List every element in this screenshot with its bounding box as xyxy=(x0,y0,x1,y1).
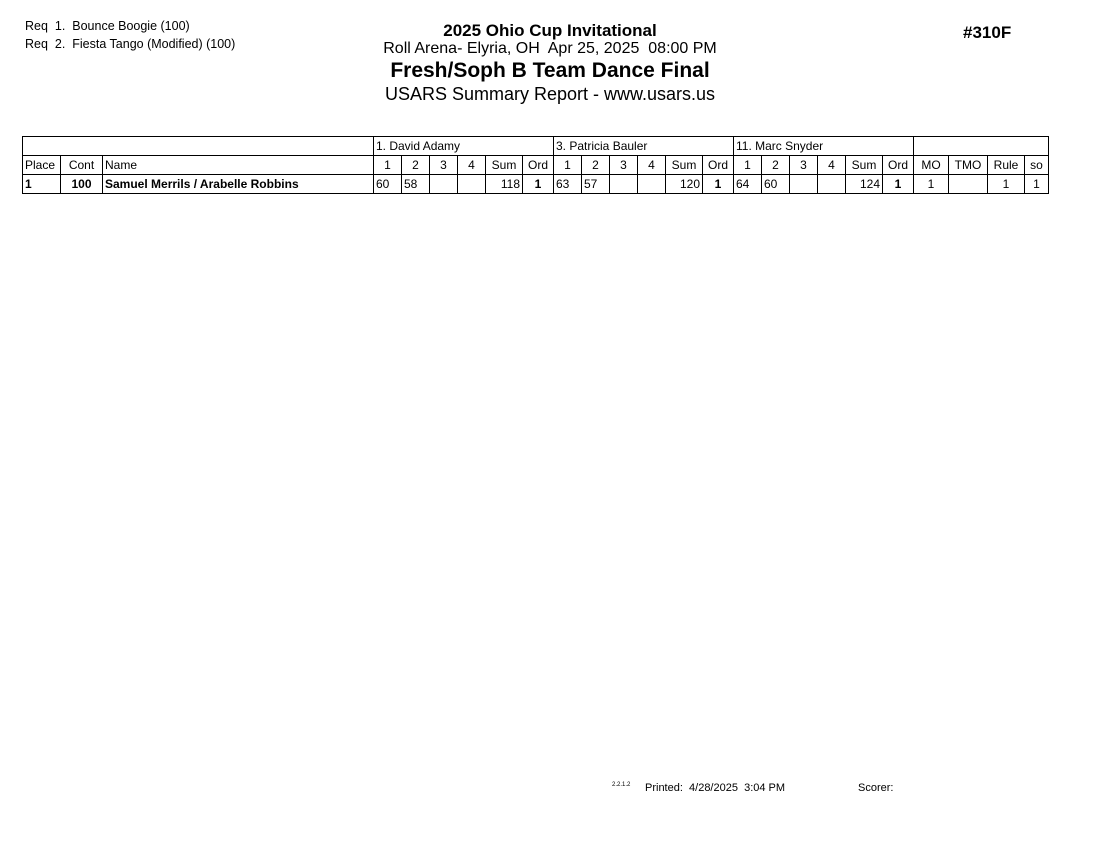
cell-j3-sum: 124 xyxy=(846,175,883,194)
col-header-j3-1: 1 xyxy=(734,156,762,175)
judge-band-spacer xyxy=(914,137,1049,156)
venue-date-line: Roll Arena- Elyria, OH Apr 25, 2025 08:00 PM xyxy=(383,40,717,57)
report-subtitle: USARS Summary Report - www.usars.us xyxy=(384,84,716,104)
judge-band-cell: 1. David Adamy xyxy=(374,137,554,156)
software-version: 2.2.1.2 xyxy=(612,782,631,788)
cell-tmo xyxy=(949,175,988,194)
cell-j1-ordinal: 1 xyxy=(523,175,554,194)
judge-band-cell: 3. Patricia Bauler xyxy=(554,137,734,156)
cell-contestant-number: 100 xyxy=(61,175,103,194)
col-header-rule: Rule xyxy=(988,156,1025,175)
cell-j1-sum: 118 xyxy=(486,175,523,194)
event-title: 2025 Ohio Cup Invitational xyxy=(443,21,657,40)
judge-band-cell: 11. Marc Snyder xyxy=(734,137,914,156)
cell-j1-score3 xyxy=(430,175,458,194)
cell-j3-score3 xyxy=(790,175,818,194)
col-header-j1-2: 2 xyxy=(402,156,430,175)
col-header-j2-sum: Sum xyxy=(666,156,703,175)
cell-team-name: Samuel Merrils / Arabelle Robbins xyxy=(103,175,374,194)
col-header-mo: MO xyxy=(914,156,949,175)
col-header-j1-sum: Sum xyxy=(486,156,523,175)
col-header-j2-3: 3 xyxy=(610,156,638,175)
col-header-j3-sum: Sum xyxy=(846,156,883,175)
col-header-j3-3: 3 xyxy=(790,156,818,175)
printed-timestamp: Printed: 4/28/2025 3:04 PM xyxy=(645,782,786,794)
col-header-j1-1: 1 xyxy=(374,156,402,175)
division-title: Fresh/Soph B Team Dance Final xyxy=(390,59,710,82)
req-line: Req 2. Fiesta Tango (Modified) (100) xyxy=(25,36,236,51)
cell-j1-score4 xyxy=(458,175,486,194)
cell-rule: 1 xyxy=(988,175,1025,194)
cell-j3-score2: 60 xyxy=(762,175,790,194)
col-header-j1-4: 4 xyxy=(458,156,486,175)
col-header-j3-ord: Ord xyxy=(883,156,914,175)
cell-mo: 1 xyxy=(914,175,949,194)
cell-j3-score4 xyxy=(818,175,846,194)
scorer-label: Scorer: xyxy=(858,782,894,794)
event-number: #310F xyxy=(963,23,1012,42)
req-line: Req 1. Bounce Boogie (100) xyxy=(25,19,190,33)
col-header-j3-4: 4 xyxy=(818,156,846,175)
cell-place: 1 xyxy=(23,175,61,194)
cell-j3-score1: 64 xyxy=(734,175,762,194)
col-header-so: so xyxy=(1025,156,1049,175)
judge-band-spacer xyxy=(23,137,374,156)
cell-j1-score2: 58 xyxy=(402,175,430,194)
col-header-name: Name xyxy=(103,156,374,175)
cell-j2-score4 xyxy=(638,175,666,194)
col-header-j2-2: 2 xyxy=(582,156,610,175)
col-header-j2-ord: Ord xyxy=(703,156,734,175)
result-row xyxy=(23,175,1049,194)
judge-band-row xyxy=(23,137,1049,156)
col-header-j3-2: 2 xyxy=(762,156,790,175)
cell-j2-sum: 120 xyxy=(666,175,703,194)
cell-j2-score3 xyxy=(610,175,638,194)
cell-j2-ordinal: 1 xyxy=(703,175,734,194)
cell-j1-score1: 60 xyxy=(374,175,402,194)
col-header-j1-3: 3 xyxy=(430,156,458,175)
cell-j2-score2: 57 xyxy=(582,175,610,194)
col-header-place: Place xyxy=(23,156,61,175)
cell-so: 1 xyxy=(1025,175,1049,194)
results-table xyxy=(22,136,1049,194)
report-header xyxy=(0,22,1100,105)
col-header-j1-ord: Ord xyxy=(523,156,554,175)
col-header-j2-4: 4 xyxy=(638,156,666,175)
col-header-j2-1: 1 xyxy=(554,156,582,175)
col-header-tmo: TMO xyxy=(949,156,988,175)
cell-j3-ordinal: 1 xyxy=(883,175,914,194)
cell-j2-score1: 63 xyxy=(554,175,582,194)
col-header-cont: Cont xyxy=(61,156,103,175)
column-header-row xyxy=(23,156,1049,175)
